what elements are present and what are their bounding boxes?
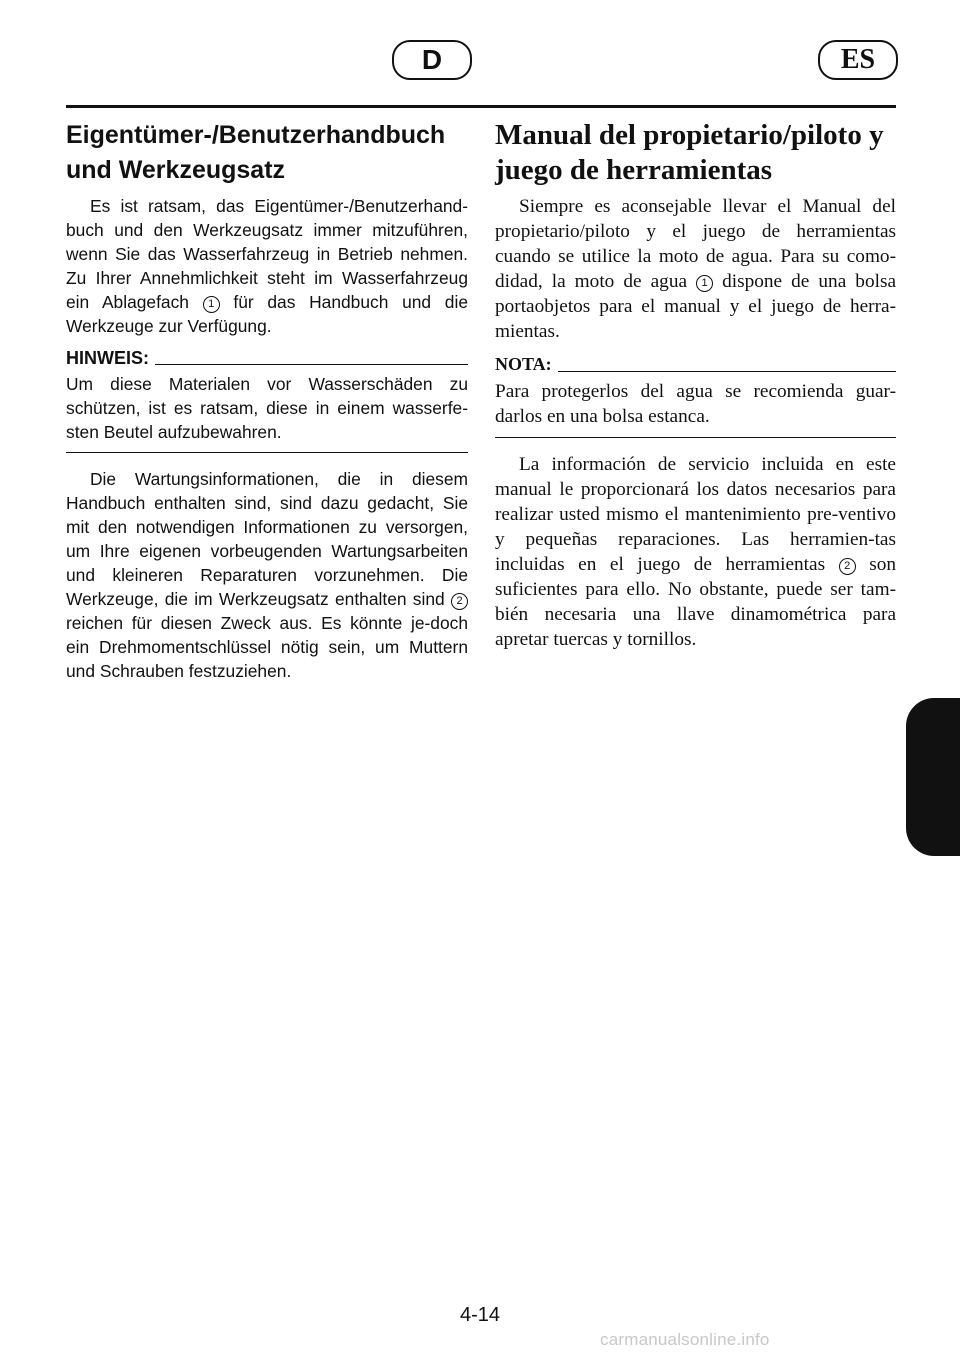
- spanish-note-header: [495, 352, 896, 377]
- callout-1-icon: 1: [696, 275, 713, 292]
- spanish-paragraph-2: La información de servicio incluida en este manual le proporcionará los datos necesarios para realizar usted mismo el mantenimiento pre-ventivo y pequeñas reparaciones. Las herramien-tas incluidas en el juego de herramientas 2 son suficientes para ello. No obstante, puede ser tam-bién necesaria una llave dinamométrica para apretar tuercas y tornillos.: [495, 454, 896, 650]
- german-paragraph-2: Die Wartungsinformationen, die in diesem Handbuch enthalten sind, sind dazu gedacht, Sie mit den notwendigen Informationen zu versorgen, um Ihre eigenen vorbeugenden Wartungsarbeiten und kleineren Reparaturen vorzunehmen. Die Werkzeuge, die im Werkzeugsatz enthalten sind 2 reichen für diesen Zweck aus. Es könnte je-doch ein Drehmomentschlüssel nötig sein, um Muttern und Schrauben festzuziehen.: [66, 469, 468, 681]
- german-title-line2: und Werkzeugsatz: [66, 156, 286, 184]
- spanish-note-label: NOTA:: [495, 354, 552, 374]
- note-rule: [155, 364, 468, 365]
- spanish-title-line1: Manual del propietario/piloto y: [495, 119, 884, 151]
- callout-2-icon: 2: [839, 558, 856, 575]
- german-note-label: HINWEIS:: [66, 348, 149, 368]
- spanish-title: [495, 118, 896, 188]
- callout-1-icon: 1: [203, 296, 220, 313]
- language-tab-spanish: ES: [818, 40, 898, 80]
- german-column: [66, 118, 468, 683]
- german-paragraph-1: Es ist ratsam, das Eigentümer-/Benutzerhand-buch und den Werkzeugsatz immer mitzuführen, wenn Sie das Wasserfahrzeug in Betrieb nehmen. Zu Ihrer Annehmlichkeit steht im Wasserfahrzeug ein Ablagefach 1 für das Handbuch und die Werkzeuge zur Verfügung.: [66, 196, 468, 336]
- german-note-header: [66, 346, 468, 370]
- watermark: carmanualsonline.info: [600, 1330, 770, 1349]
- page-number: 4-14: [459, 1304, 501, 1326]
- spanish-column: [495, 118, 896, 652]
- callout-2-icon: 2: [451, 593, 468, 610]
- header-rule: [66, 105, 896, 108]
- spanish-title-line2: juego de herramientas: [495, 154, 773, 186]
- german-title: [66, 118, 468, 188]
- language-tab-german: D: [392, 40, 472, 80]
- german-title-line1: Eigentümer-/Benutzerhandbuch: [66, 121, 446, 149]
- note-end-rule: [495, 437, 896, 438]
- spanish-note-text: Para protegerlos del agua se recomienda guar-darlos en una bolsa estanca.: [495, 381, 896, 427]
- spanish-paragraph-1: Siempre es aconsejable llevar el Manual del propietario/piloto y el juego de herramientas cuando se utilice la moto de agua. Para su como-didad, la moto de agua 1 dispone de una bolsa portaobjetos para el manual y el juego de herra-mientas.: [495, 196, 897, 342]
- german-note-text: Um diese Materialen vor Wasserschäden zu schützen, ist es ratsam, diese in einem wasserfe-sten Beutel aufzubewahren.: [66, 374, 468, 442]
- note-end-rule: [66, 452, 468, 453]
- chapter-thumb-tab: [906, 698, 960, 856]
- note-rule: [558, 371, 896, 372]
